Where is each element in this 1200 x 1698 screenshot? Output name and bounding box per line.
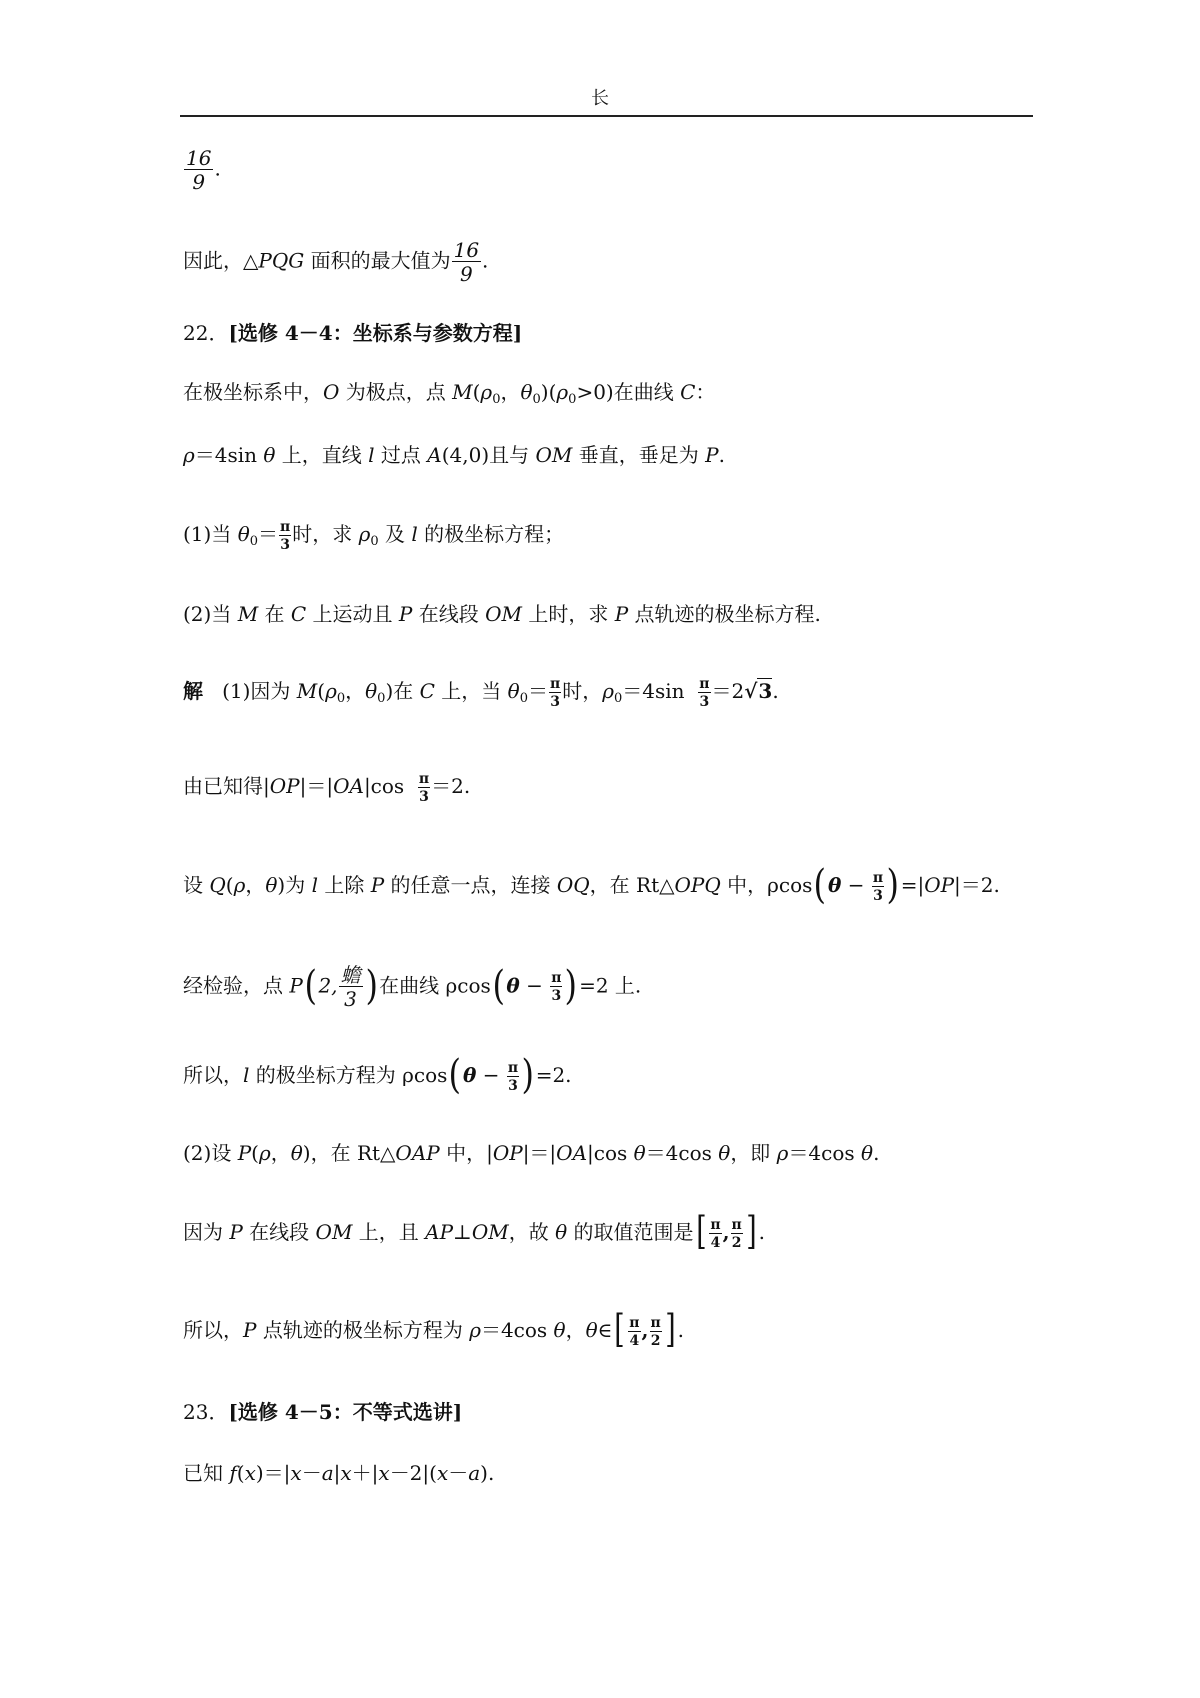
solution-line-6: (2)设 P(ρ，θ)，在 Rt△OAP 中，|OP|＝|OA|cos θ＝4cos θ，即 ρ＝4cos θ. (183, 1141, 880, 1165)
fraction-pi-4: $\frac{\pi}{4}$ (629, 1314, 640, 1349)
fraction-pi-3: $\frac{\pi}{3}$ (418, 770, 430, 805)
fraction-16-9: $\frac{16}{9}$ (186, 146, 212, 194)
solution-line-1: 解 (1)因为 $M(\rho_0$，$\theta_0$)在 C 上，当 $\theta_0=$ $\frac{\pi}{3}$ 时，$\rho_0=4\sin$ $\frac{\pi}{3}$ ＝2√3. (183, 675, 779, 710)
q22-part-2: (2)当 M 在 C 上运动且 P 在线段 OM 上时，求 P 点轨迹的极坐标方程. (183, 602, 821, 626)
fraction-pi-3: $\frac{\pi}{3}$ (872, 869, 884, 904)
question-22-heading: 22．[选修 4－4：坐标系与参数方程] (183, 321, 523, 345)
solution-line-8: 所以，P 点轨迹的极坐标方程为 ρ＝4cos θ，θ∈[ $\frac{\pi}{4}$ , $\frac{\pi}{2}$ ] . (183, 1307, 684, 1351)
fraction-pi-3: $\frac{\pi}{3}$ (507, 1059, 519, 1094)
fraction-pi-2: $\frac{\pi}{2}$ (731, 1216, 742, 1251)
sqrt-3: √3 (744, 679, 773, 703)
header-rule (180, 115, 1033, 117)
solution-line-4: 经检验，点 P(2, $\frac{\text{蟾}}{3}$ )在曲线 ρcos(θ − $\frac{\pi}{3}$ )=2 上. (183, 962, 642, 1011)
q22-part-1: (1)当 $\theta_0=$ $\frac{\pi}{3}$ 时，求 $\rho_0$ 及 l 的极坐标方程； (183, 518, 565, 553)
q23-text-1: 已知 f(x)＝|x－a|x＋|x－2|(x－a). (183, 1461, 495, 1485)
fraction-pi-2: $\frac{\pi}{2}$ (650, 1314, 661, 1349)
fraction-pi-4: $\frac{\pi}{4}$ (710, 1216, 721, 1251)
q22-text-1: 在极坐标系中，O 为极点，点 $M(\rho_0$，$\theta_0)(\rho_0>0)$在曲线 C： (183, 380, 716, 407)
fraction-pi-3: $\frac{\pi}{3}$ (549, 675, 561, 710)
fraction-chan-3: $\frac{\text{蟾}}{3}$ (340, 963, 361, 1011)
solution-line-7: 因为 P 在线段 OM 上，且 AP⊥OM，故 θ 的取值范围是[ $\frac{\pi}{4}$ , $\frac{\pi}{2}$ ] . (183, 1209, 765, 1253)
fraction-pi-3: $\frac{\pi}{3}$ (551, 970, 562, 1004)
text-line-fraction: $\frac{16}{9}$ . (186, 146, 221, 194)
fraction-pi-3: $\frac{\pi}{3}$ (280, 518, 291, 553)
solution-line-2: 由已知得|OP|＝|OA|cos $\frac{\pi}{3}$ ＝2. (183, 770, 471, 805)
solution-line-5: 所以，l 的极坐标方程为 ρcos(θ − $\frac{\pi}{3}$ )=2. (183, 1052, 572, 1098)
question-23-heading: 23．[选修 4－5：不等式选讲] (183, 1400, 463, 1424)
page-header-char: 长 (591, 88, 609, 109)
text-line-max-area: 因此，△PQG 面积的最大值为 $\frac{16}{9}$ . (183, 238, 489, 286)
solution-line-3: 设 Q(ρ，θ)为 l 上除 P 的任意一点，连接 OQ，在 Rt△OPQ 中，ρcos(θ − $\frac{\pi}{3}$ )=|OP|＝2. (183, 862, 1000, 908)
fraction-pi-3: $\frac{\pi}{3}$ (699, 675, 710, 710)
fraction-16-9-b: $\frac{16}{9}$ (453, 238, 480, 286)
q22-text-2: ρ＝4sin θ 上，直线 l 过点 A(4,0)且与 OM 垂直，垂足为 P. (183, 443, 725, 467)
